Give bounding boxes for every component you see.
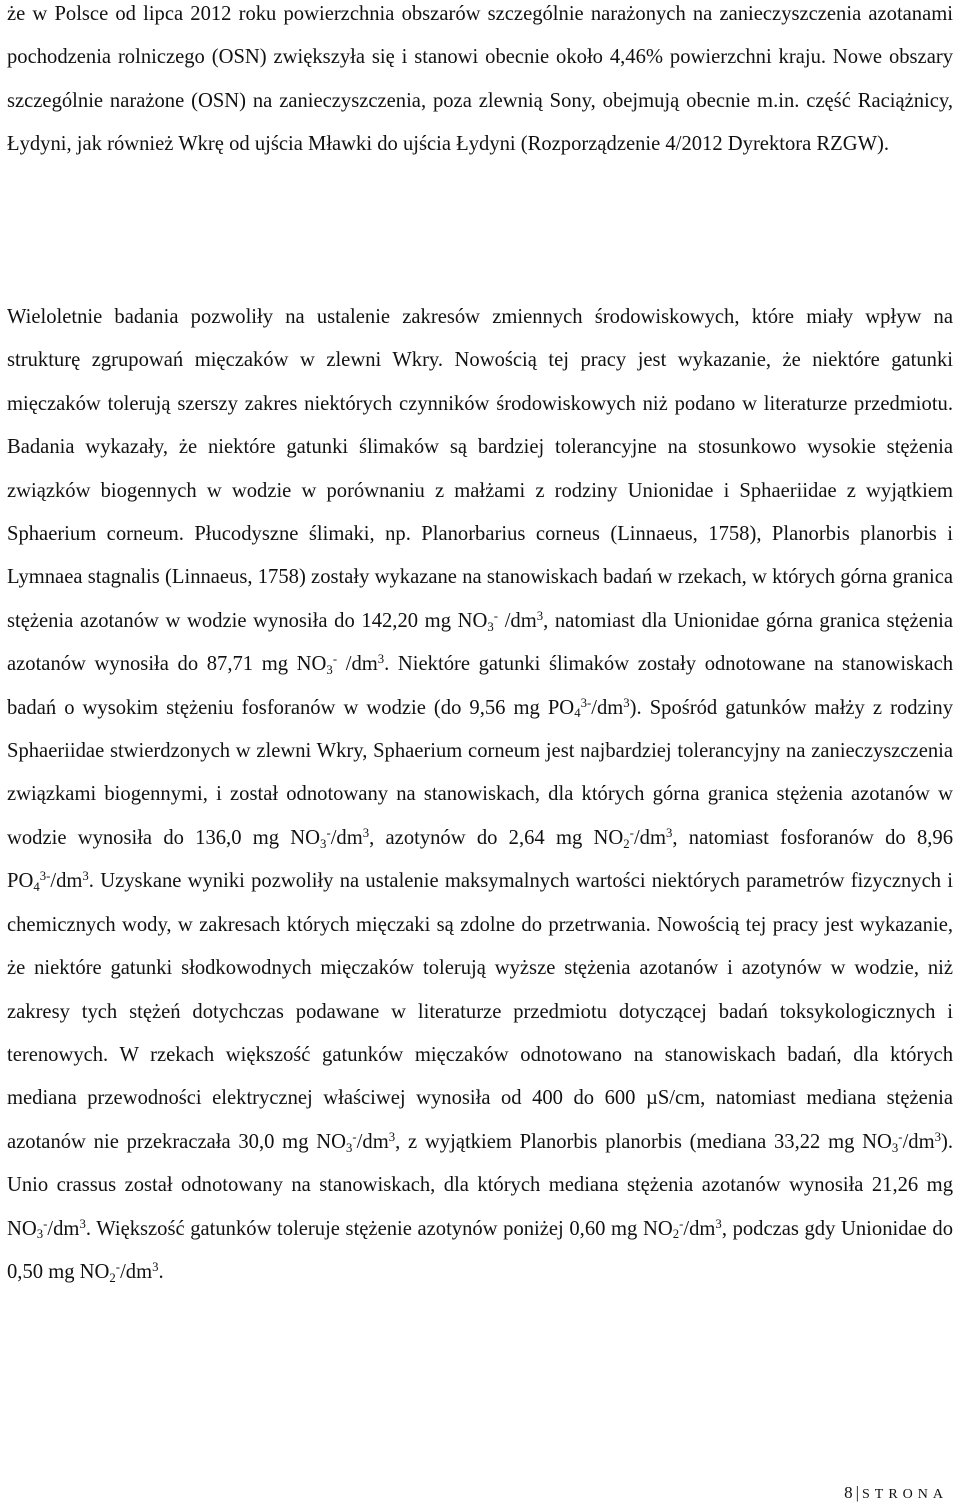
- superscript: 3: [934, 1129, 941, 1144]
- superscript: 3: [79, 1216, 86, 1231]
- superscript: 3-: [39, 869, 51, 884]
- subscript: 3: [320, 836, 327, 851]
- superscript: 3: [665, 825, 673, 840]
- text-run: , natomiast dla Unionidae górna granica stężenia azotanów wynosiła do 87,71 mg NO: [7, 609, 953, 676]
- superscript: -: [115, 1259, 121, 1274]
- text-run: , azotynów do 2,64 mg NO: [369, 826, 624, 849]
- subscript: 3: [487, 619, 494, 634]
- subscript: 2: [623, 836, 630, 851]
- text-run: ). Unio crassus został odnotowany na stanowiskach, dla których mediana stężenia azotanów wynosiła 21,26 mg NO: [7, 1130, 954, 1240]
- superscript: -: [326, 825, 331, 840]
- page-number: 8: [844, 1483, 854, 1502]
- superscript: 3: [388, 1129, 396, 1144]
- superscript: -: [332, 652, 338, 667]
- superscript: -: [493, 608, 499, 623]
- text-run: Wieloletnie badania pozwoliły na ustalenie zakresów zmiennych środowiskowych, które miały wpływ na strukturę zgrupowań mięczaków w zlewni Wkry. Nowością tej pracy jest wykazanie, że niektóre gatunki mięczaków tolerują szerszy zakres niektórych czynników środowiskowych niż podano w literaturze przedmiotu. Badania wykazały, że niektóre gatunki ślimaków są bardziej tolerancyjne na stosunkowo wysokie stężenia związków biogennych w wodzie w porównaniu z małżami z rodziny Unionidae i Sphaeriidae z wyjątkiem Sphaerium corneum. Płucodyszne ślimaki, np. Planorbarius corneus (Linnaeus, 1758), Planorbis planorbis i Lymnaea stagnalis (Linnaeus, 1758) zostały wykazane na stanowiskach badań w rzekach, w których górna granica stężenia azotanów w wodzie wynosiła do 142,20 mg NO: [7, 306, 953, 632]
- superscript: 3: [152, 1259, 159, 1274]
- paragraph-osn: że w Polsce od lipca 2012 roku powierzchnia obszarów szczególnie narażonych na zanieczyszczenia azotanami pochodzenia rolniczego (OSN) zwiększyła się i stanowi obecnie około 4,46% powierzchni kraju. Nowe obszary szczególnie narażone (OSN) na zanieczyszczenia, poza zlewnią Sony, obejmują obecnie m.in. część Raciążnicy, Łydyni, jak również Wkrę od ujścia Mławki do ujścia Łydyni (Rozporządzenie 4/2012 Dyrektora RZGW).: [7, 3, 953, 156]
- text-run: /dm: [633, 826, 666, 849]
- superscript: -: [629, 825, 634, 840]
- subscript: 2: [672, 1227, 680, 1242]
- text-run: /dm: [683, 1217, 716, 1240]
- subscript: 3: [326, 663, 333, 678]
- superscript: 3: [623, 695, 630, 710]
- superscript: 3: [82, 869, 89, 884]
- text-run: /dm: [47, 1217, 80, 1240]
- text-run: /dm: [902, 1130, 935, 1153]
- subscript: 3: [346, 1140, 353, 1155]
- footer-separator: |: [855, 1483, 860, 1502]
- subscript: 2: [109, 1270, 116, 1285]
- text-run: /dm: [120, 1260, 153, 1283]
- subscript: 4: [574, 706, 581, 721]
- superscript: -: [898, 1129, 903, 1144]
- text-run: /dm: [330, 826, 363, 849]
- text-run: , podczas gdy Unionidae do 0,50 mg NO: [7, 1217, 954, 1283]
- text-run: /dm: [504, 609, 537, 632]
- superscript: -: [352, 1129, 357, 1144]
- page-footer: [844, 1483, 948, 1503]
- text-run: /dm: [591, 696, 624, 719]
- text-run: , natomiast fosforanów do 8,96 PO: [7, 826, 953, 893]
- superscript: 3: [362, 825, 370, 840]
- superscript: 3: [377, 652, 385, 667]
- superscript: -: [43, 1216, 48, 1231]
- superscript: 3-: [580, 695, 592, 710]
- subscript: 3: [891, 1140, 899, 1155]
- superscript: 3: [536, 608, 544, 623]
- superscript: -: [679, 1216, 684, 1231]
- superscript: 3: [715, 1216, 722, 1231]
- subscript: 4: [33, 880, 40, 895]
- text-run: ). Spośród gatunków małży z rodziny Sphaeriidae stwierdzonych w zlewni Wkry, Sphaerium corneum jest najbardziej tolerancyjny na zanieczyszczenia związkami biogennymi, i został odnotowany na stanowiskach, dla których górna granica stężenia azotanów w wodzie wynosiła do 136,0 mg NO: [7, 696, 953, 849]
- text-run: , z wyjątkiem Planorbis planorbis (mediana 33,22 mg NO: [395, 1130, 892, 1153]
- text-run: . Większość gatunków toleruje stężenie azotynów poniżej 0,60 mg NO: [85, 1217, 673, 1240]
- subscript: 3: [36, 1227, 44, 1242]
- text-run: . Uzyskane wyniki pozwoliły na ustalenie maksymalnych wartości niektórych parametrów fizycznych i chemicznych wody, w zakresach których mięczaki są zdolne do przetrwania. Nowością tej pracy jest wykazanie, że niektóre gatunki słodkowodnych mięczaków tolerują wyższe stężenia azotanów i azotynów w wodzie, niż zakresy tych stężeń dotychczas podawane w literaturze przedmiotu dotyczącej badań toksykologicznych i terenowych. W rzekach większość gatunków mięczaków odnotowano na stanowiskach badań, dla których mediana przewodności elektrycznej właściwej wynosiła od 400 do 600 µS/cm, natomiast mediana stężenia azotanów nie przekraczała 30,0 mg NO: [7, 870, 953, 1153]
- text-run: /dm: [345, 653, 378, 676]
- text-run: .: [158, 1260, 164, 1283]
- text-run: /dm: [356, 1130, 389, 1153]
- text-run: /dm: [50, 870, 83, 893]
- page-label: STRONA: [861, 1487, 948, 1502]
- paragraph-research-results: [7, 296, 953, 1294]
- text-run: . Niektóre gatunki ślimaków zostały odnotowane na stanowiskach badań o wysokim stężeniu fosforanów w wodzie (do 9,56 mg PO: [7, 653, 954, 719]
